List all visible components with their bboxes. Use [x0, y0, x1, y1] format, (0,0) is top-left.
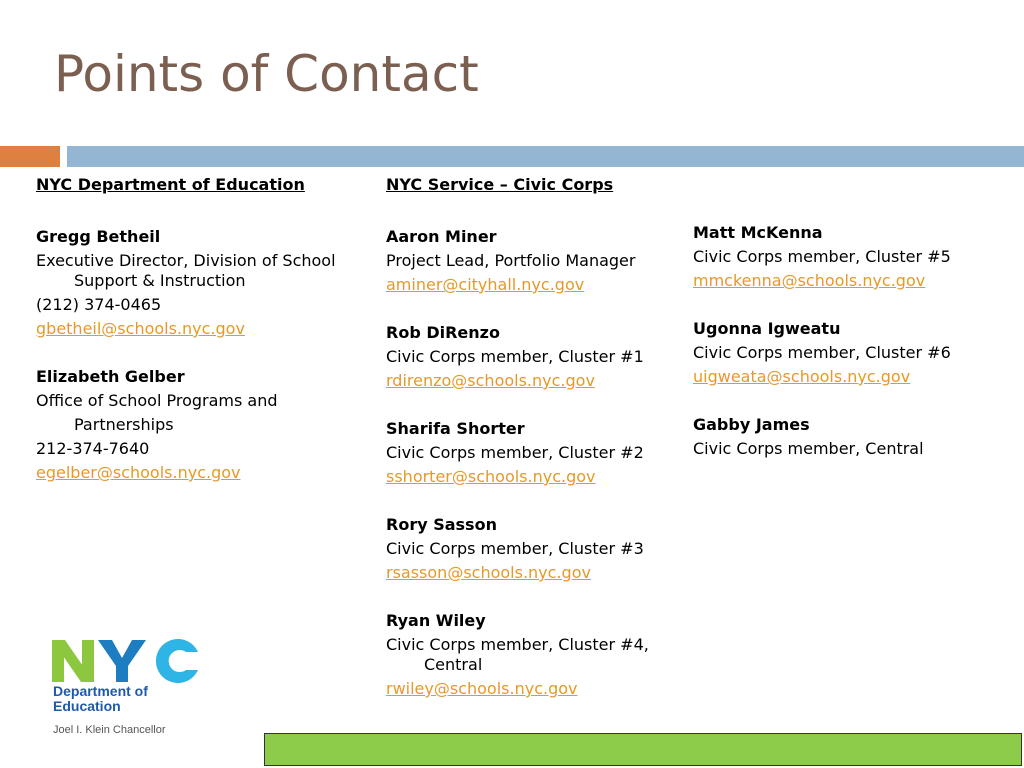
contact-name: Matt McKenna	[693, 223, 823, 242]
accent-bar-orange	[0, 146, 60, 167]
contact-title: Civic Corps member, Cluster #6	[693, 343, 951, 362]
contact-email-link[interactable]: uigweata@schools.nyc.gov	[693, 367, 911, 386]
contact-email-link[interactable]: aminer@cityhall.nyc.gov	[386, 275, 585, 294]
doe-section-heading: NYC Department of Education	[36, 175, 305, 194]
contact-card-sharifa-shorter	[386, 417, 676, 489]
civic-corps-column	[386, 173, 676, 725]
contact-card-rob-direnzo	[386, 321, 676, 393]
contact-name: Ugonna Igweatu	[693, 319, 841, 338]
contact-card-rory-sasson	[386, 513, 676, 585]
slide-title: Points of Contact	[54, 45, 479, 103]
contact-name: Sharifa Shorter	[386, 419, 525, 438]
contact-card-gregg-betheil	[36, 225, 356, 341]
contact-card-elizabeth-gelber	[36, 365, 356, 485]
contact-title: Civic Corps member, Cluster #2	[386, 443, 644, 462]
contact-card-gabby-james	[693, 413, 993, 461]
contact-name: Rory Sasson	[386, 515, 497, 534]
doe-contacts-column	[36, 173, 356, 509]
contact-name: Aaron Miner	[386, 227, 497, 246]
contact-title: Civic Corps member, Cluster #4, Central	[386, 635, 649, 674]
contact-name: Elizabeth Gelber	[36, 367, 185, 386]
contact-email-link[interactable]: sshorter@schools.nyc.gov	[386, 467, 596, 486]
civic-corps-column-continued	[693, 221, 993, 485]
contact-name: Gregg Betheil	[36, 227, 161, 246]
nyc-doe-logo	[52, 638, 200, 750]
contact-title: Civic Corps member, Cluster #5	[693, 247, 951, 266]
contact-card-matt-mckenna	[693, 221, 993, 293]
contact-email-link[interactable]: egelber@schools.nyc.gov	[36, 463, 241, 482]
contact-card-aaron-miner	[386, 225, 676, 297]
contact-name: Ryan Wiley	[386, 611, 486, 630]
contact-email-link[interactable]: rdirenzo@schools.nyc.gov	[386, 371, 595, 390]
contact-card-ugonna-igweatu	[693, 317, 993, 389]
civic-section-heading: NYC Service – Civic Corps	[386, 175, 614, 194]
contact-title: Civic Corps member, Cluster #3	[386, 539, 644, 558]
footer-bar	[264, 733, 1022, 766]
contact-title: Office of School Programs and Partnerships	[36, 391, 278, 434]
contact-phone: 212-374-7640	[36, 439, 150, 458]
nyc-wordmark-logo	[52, 638, 198, 684]
contact-phone: (212) 374-0465	[36, 295, 162, 314]
contact-name: Rob DiRenzo	[386, 323, 500, 342]
contact-card-ryan-wiley	[386, 609, 676, 701]
contact-name: Gabby James	[693, 415, 810, 434]
contact-email-link[interactable]: mmckenna@schools.nyc.gov	[693, 271, 926, 290]
contact-email-link[interactable]: rsasson@schools.nyc.gov	[386, 563, 591, 582]
logo-chancellor-text: Joel I. Klein Chancellor	[53, 724, 166, 736]
contact-title: Civic Corps member, Central	[693, 439, 924, 458]
contact-title: Executive Director, Division of School Support & Instruction	[36, 251, 336, 290]
contact-email-link[interactable]: gbetheil@schools.nyc.gov	[36, 319, 245, 338]
contact-title: Project Lead, Portfolio Manager	[386, 251, 636, 270]
logo-department-text: Department of Education	[53, 683, 148, 714]
accent-bar-blue	[67, 146, 1024, 167]
contact-email-link[interactable]: rwiley@schools.nyc.gov	[386, 679, 578, 698]
contact-title: Civic Corps member, Cluster #1	[386, 347, 644, 366]
